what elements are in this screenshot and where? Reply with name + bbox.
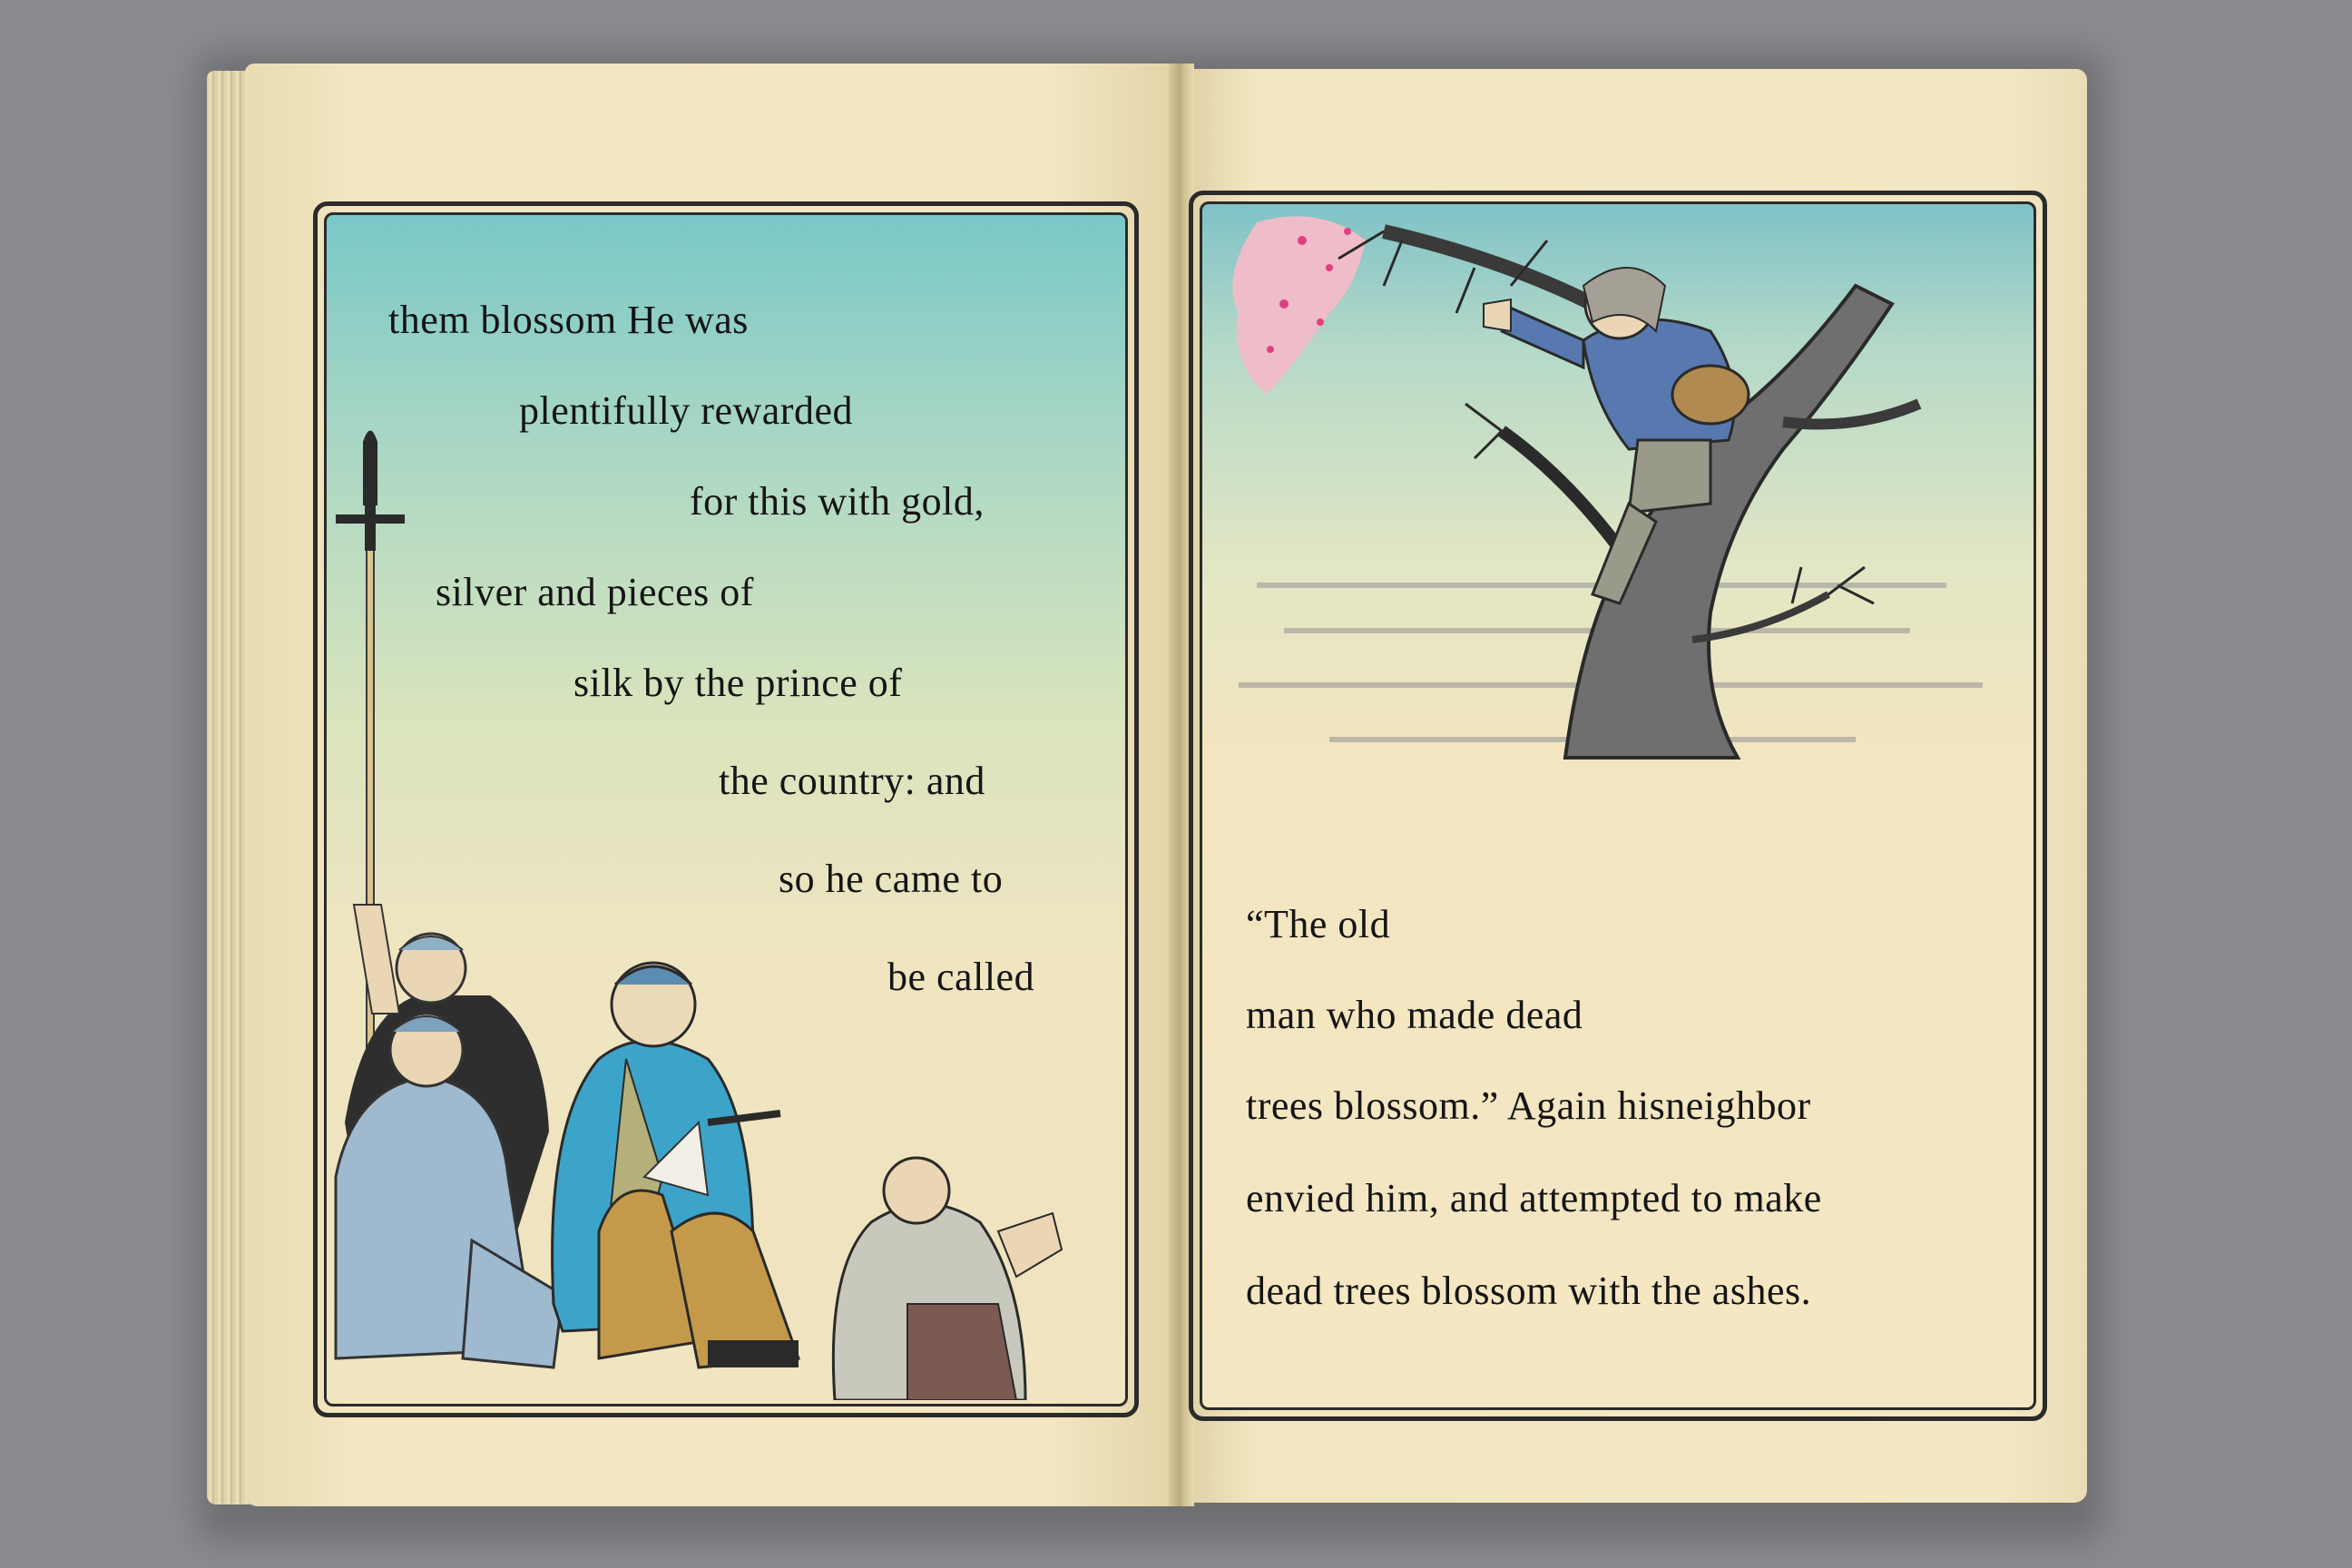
right-page-frame: [1189, 191, 2047, 1421]
old-man-in-blossoming-tree-illustration: [1202, 204, 2030, 1404]
left-text-line-3: for this with gold,: [690, 479, 985, 524]
right-text-line-2: man who made dead: [1246, 993, 1583, 1037]
left-page-panel: [324, 212, 1128, 1406]
left-text-line-2: plentifully rewarded: [519, 388, 853, 433]
right-text-line-5: dead trees blossom with the ashes.: [1246, 1269, 1812, 1313]
left-text-line-6: the country: and: [719, 759, 985, 803]
right-text-line-1: “The old: [1246, 902, 1391, 946]
left-text-line-8: be called: [887, 955, 1035, 999]
left-text-line-1: them blossom He was: [388, 298, 749, 342]
right-page-panel: [1200, 201, 2036, 1410]
left-page-frame: [313, 201, 1139, 1417]
left-text-line-7: so he came to: [779, 857, 1004, 901]
left-text-line-4: silver and pieces of: [436, 570, 754, 614]
right-text-line-3: trees blossom.” Again hisneighbor: [1246, 1083, 1811, 1128]
right-text-line-4: envied him, and attempted to make: [1246, 1176, 1822, 1220]
left-text-line-5: silk by the prince of: [573, 661, 903, 705]
